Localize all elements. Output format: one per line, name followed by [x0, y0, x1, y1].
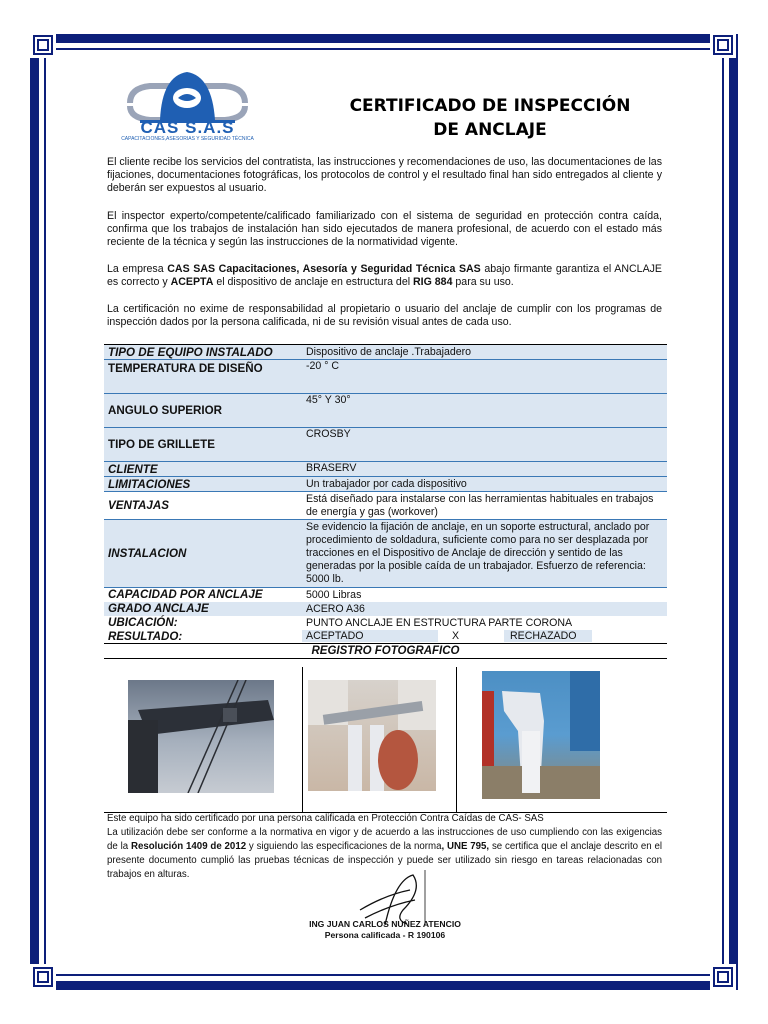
value-ubicacion: PUNTO ANCLAJE EN ESTRUCTURA PARTE CORONA	[306, 616, 573, 629]
value-grado: ACERO A36	[306, 602, 365, 615]
result-mark: X	[452, 630, 460, 643]
value-grillete: CROSBY	[302, 428, 667, 462]
result-accepted: ACEPTADO	[302, 630, 438, 642]
table-row	[104, 345, 667, 360]
title-line-2: DE ANCLAJE	[433, 120, 547, 140]
label-resultado: RESULTADO:	[108, 629, 183, 643]
company-logo	[110, 68, 265, 152]
table-row	[104, 616, 667, 630]
table-row	[104, 360, 667, 394]
value-limitaciones: Un trabajador por cada dispositivo	[302, 477, 667, 492]
table-row	[104, 630, 667, 644]
title-line-1: CERTIFICADO DE INSPECCIÓN	[349, 96, 631, 116]
value-ventajas: Está diseñado para instalarse con las herramientas habituales en trabajos de energía y gas (workover)	[302, 492, 667, 520]
photo-section-title: REGISTRO FOTOGRAFICO	[104, 644, 667, 659]
label-grado: GRADO ANCLAJE	[108, 602, 209, 615]
company-name: CAS SAS Capacitaciones, Asesoría y Seguridad Técnica SAS	[167, 263, 481, 275]
logo-tagline: CAPACITACIONES,ASESORIAS Y SEGURIDAD TÉCNICA	[121, 136, 254, 142]
label-grillete: TIPO DE GRILLETE	[104, 428, 302, 462]
label-ventajas: VENTAJAS	[104, 492, 302, 520]
text: La empresa	[107, 263, 168, 275]
text: para su uso.	[452, 276, 514, 289]
table-row	[104, 394, 667, 428]
table-row	[104, 428, 667, 462]
standard-ref: , UNE 795,	[441, 841, 490, 852]
accept-word: ACEPTA	[170, 276, 214, 289]
label-ubicacion: UBICACIÓN:	[108, 616, 178, 629]
table-row	[104, 520, 667, 588]
photo-anchor-structure	[128, 680, 274, 793]
paragraph-company	[107, 263, 662, 289]
corner-ornament	[710, 964, 736, 990]
logo-name: CAS S.A.S	[140, 118, 235, 137]
label-temperatura: TEMPERATURA DE DISEÑO	[104, 360, 302, 394]
column-divider	[456, 667, 457, 812]
text: La utilización debe ser conforme a la normativa en vigor y de acuerdo a las instrucciones de uso cumpliendo con las exigencias de la	[107, 827, 662, 852]
result-rejected: RECHAZADO	[504, 630, 592, 642]
text: y siguiendo las especificaciones de la norma	[246, 841, 442, 852]
text: se certifica que el anclaje descrito en el presente documento cumplió las pruebas técnicas de inspección y puede ser utilizado sin riesgo en tareas relacionadas con trabajos en alturas.	[107, 841, 662, 880]
label-capacidad: CAPACIDAD POR ANCLAJE	[108, 588, 263, 602]
label-cliente: CLIENTE	[104, 462, 302, 477]
signer-role: Persona calificada - R 190106	[324, 930, 446, 940]
corner-ornament	[710, 32, 736, 58]
table-row	[104, 492, 667, 520]
paragraph-client: El cliente recibe los servicios del contratista, las instrucciones y recomendaciones de uso, las documentaciones de las fijaciones, documentaciones fotográficas, los protocolos de control y el resultado final han sido entregados al cliente y deberán ser expuestos al usuario.	[107, 156, 662, 195]
table-row	[104, 462, 667, 477]
paragraph-disclaimer: La certificación no exime de responsabilidad al propietario o usuario del anclaje de cumplir con los programas de inspección dados por la persona calificada, ni de su revisión visual antes de cada uso.	[107, 303, 662, 329]
resolution-ref: Resolución 1409 de 2012	[130, 841, 247, 852]
label-instalacion: INSTALACION	[104, 520, 302, 588]
photo-record	[104, 667, 667, 813]
value-tipo-equipo: Dispositivo de anclaje .Trabajadero	[302, 345, 667, 360]
paragraph-inspector: El inspector experto/competente/calificado familiarizado con el sistema de seguridad en protección contra caída, confirma que los trabajos de instalación han sido ejecutados de manera profesional, de acuerdo con el estado más reciente de la técnica y según las instrucciones de la normatividad vigente.	[107, 210, 662, 249]
signer-name: ING JUAN CARLOS NUÑEZ ATENCIO	[309, 919, 461, 929]
value-capacidad: 5000 Libras	[306, 588, 362, 601]
label-tipo-equipo: TIPO DE EQUIPO INSTALADO	[104, 345, 302, 360]
table-row	[104, 477, 667, 492]
photo-installed-anchor	[482, 671, 600, 799]
specification-table	[104, 344, 667, 659]
table-row	[104, 588, 667, 602]
certificate-title	[325, 94, 655, 142]
corner-ornament	[30, 32, 56, 58]
value-angulo: 45° Y 30°	[302, 394, 667, 428]
label-angulo: ANGULO SUPERIOR	[104, 394, 302, 428]
value-temperatura: -20 ° C	[302, 360, 667, 394]
column-divider	[302, 667, 303, 812]
table-row	[104, 602, 667, 616]
text: el dispositivo de anclaje en estructura del	[213, 276, 414, 289]
value-cliente: BRASERV	[302, 462, 667, 477]
label-limitaciones: LIMITACIONES	[104, 477, 302, 492]
footer-line-1: Este equipo ha sido certificado por una persona calificada en Protección Contra Caídas de CAS- SAS	[107, 813, 544, 824]
photo-caliper-measurement	[308, 680, 436, 791]
text: abajo firmante garantiza el ANCLAJE es correcto y	[107, 263, 662, 289]
value-resultado	[302, 630, 667, 644]
corner-ornament	[30, 964, 56, 990]
rig-name: RIG 884	[413, 276, 453, 289]
table-row	[104, 644, 667, 659]
value-instalacion: Se evidencio la fijación de anclaje, en un soporte estructural, anclado por procedimiento de soldadura, suficiente como para no ser desplazada por tracciones en el Dispositivo de Anclaje de dirección y sentido de las generadas por la posible caída de un trabajador. Esfuerzo de referencia: 5000 lb.	[302, 520, 667, 588]
